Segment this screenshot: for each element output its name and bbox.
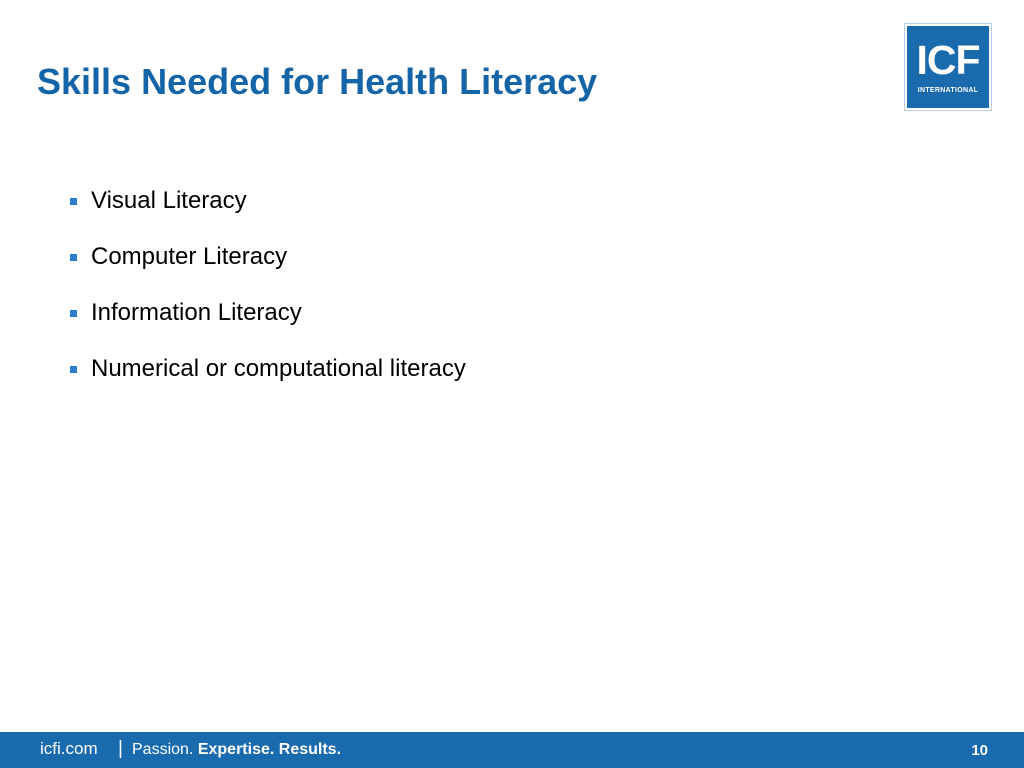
logo-mark: ICF	[916, 37, 980, 83]
bullet-text: Numerical or computational literacy	[91, 355, 466, 382]
tagline-expertise: Expertise.	[197, 741, 275, 758]
tagline-passion: Passion.	[132, 741, 194, 758]
bullet-list	[70, 183, 466, 407]
bullet-text: Visual Literacy	[91, 187, 247, 214]
list-item	[70, 295, 466, 331]
list-item	[70, 351, 466, 387]
logo-subtitle: INTERNATIONAL	[917, 87, 979, 94]
bullet-text: Computer Literacy	[91, 243, 288, 270]
bullet-text: Information Literacy	[91, 299, 302, 326]
list-item	[70, 183, 466, 219]
slide-title: Skills Needed for Health Literacy	[37, 61, 598, 102]
tagline-results: Results.	[278, 741, 342, 758]
square-bullet-icon	[70, 198, 77, 205]
square-bullet-icon	[70, 310, 77, 317]
square-bullet-icon	[70, 254, 77, 261]
square-bullet-icon	[70, 366, 77, 373]
footer-site-link[interactable]: icfi.com	[40, 739, 98, 758]
footer-tagline	[132, 741, 341, 759]
footer-divider: |	[118, 738, 123, 759]
list-item	[70, 239, 466, 275]
icf-logo	[905, 24, 991, 110]
footer-bar	[0, 732, 1024, 768]
page-number: 10	[971, 742, 988, 759]
